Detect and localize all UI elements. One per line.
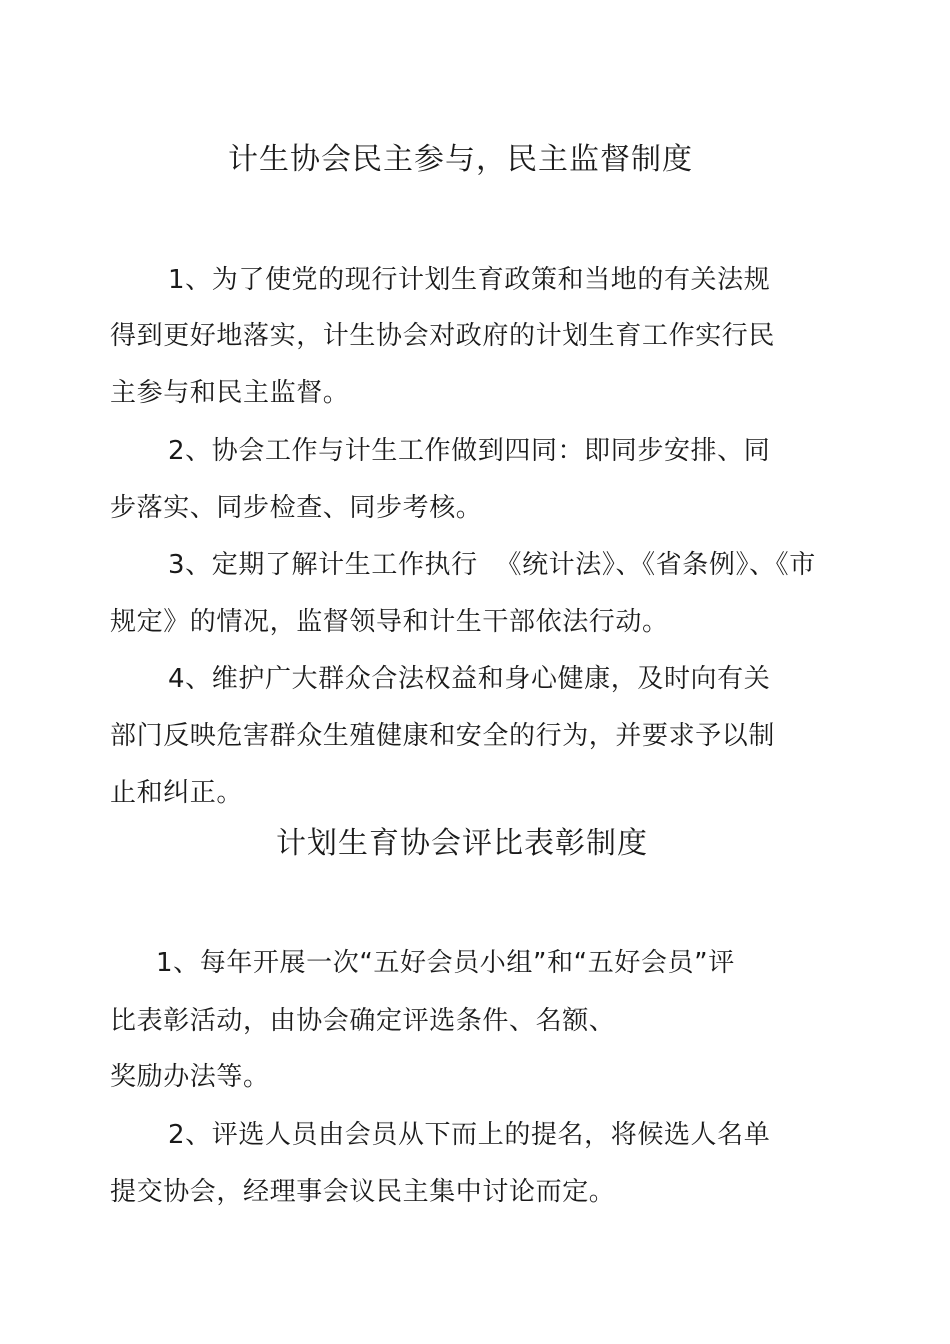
section2-paragraph2-line1: 2、评选人员由会员从下而上的提名，将候选人名单 xyxy=(168,1120,771,1150)
section2-title: 计划生育协会评比表彰制度 xyxy=(276,826,648,861)
section2-paragraph1-line3: 奖励办法等。 xyxy=(110,1062,270,1092)
section2-paragraph2-line2: 提交协会，经理事会议民主集中讨论而定。 xyxy=(110,1177,616,1207)
section1-paragraph3-line2: 规定》的情况，监督领导和计生干部依法行动。 xyxy=(110,607,669,637)
section1-title: 计生协会民主参与，民主监督制度 xyxy=(228,142,693,177)
section1-paragraph1-line1: 1、为了使党的现行计划生育政策和当地的有关法规 xyxy=(168,265,771,295)
section1-paragraph2-line2: 步落实、同步检查、同步考核。 xyxy=(110,493,483,523)
section1-paragraph4-line3: 止和纠正。 xyxy=(110,778,244,808)
section1-paragraph1-line3: 主参与和民主监督。 xyxy=(110,378,350,408)
section1-paragraph2-line1: 2、协会工作与计生工作做到四同：即同步安排、同 xyxy=(168,436,771,466)
section1-paragraph4-line1: 4、维护广大群众合法权益和身心健康，及时向有关 xyxy=(168,664,771,694)
section1-paragraph1-line2: 得到更好地落实，计生协会对政府的计划生育工作实行民 xyxy=(110,321,776,351)
section2-paragraph1-line2: 比表彰活动，由协会确定评选条件、名额、 xyxy=(110,1006,616,1036)
section2-paragraph1-line1: 1、每年开展一次“五好会员小组”和“五好会员”评 xyxy=(156,948,735,978)
section1-paragraph4-line2: 部门反映危害群众生殖健康和安全的行为，并要求予以制 xyxy=(110,721,776,751)
section1-paragraph3-line1: 3、定期了解计生工作执行 《统计法》、《省条例》、《市 xyxy=(168,550,816,580)
